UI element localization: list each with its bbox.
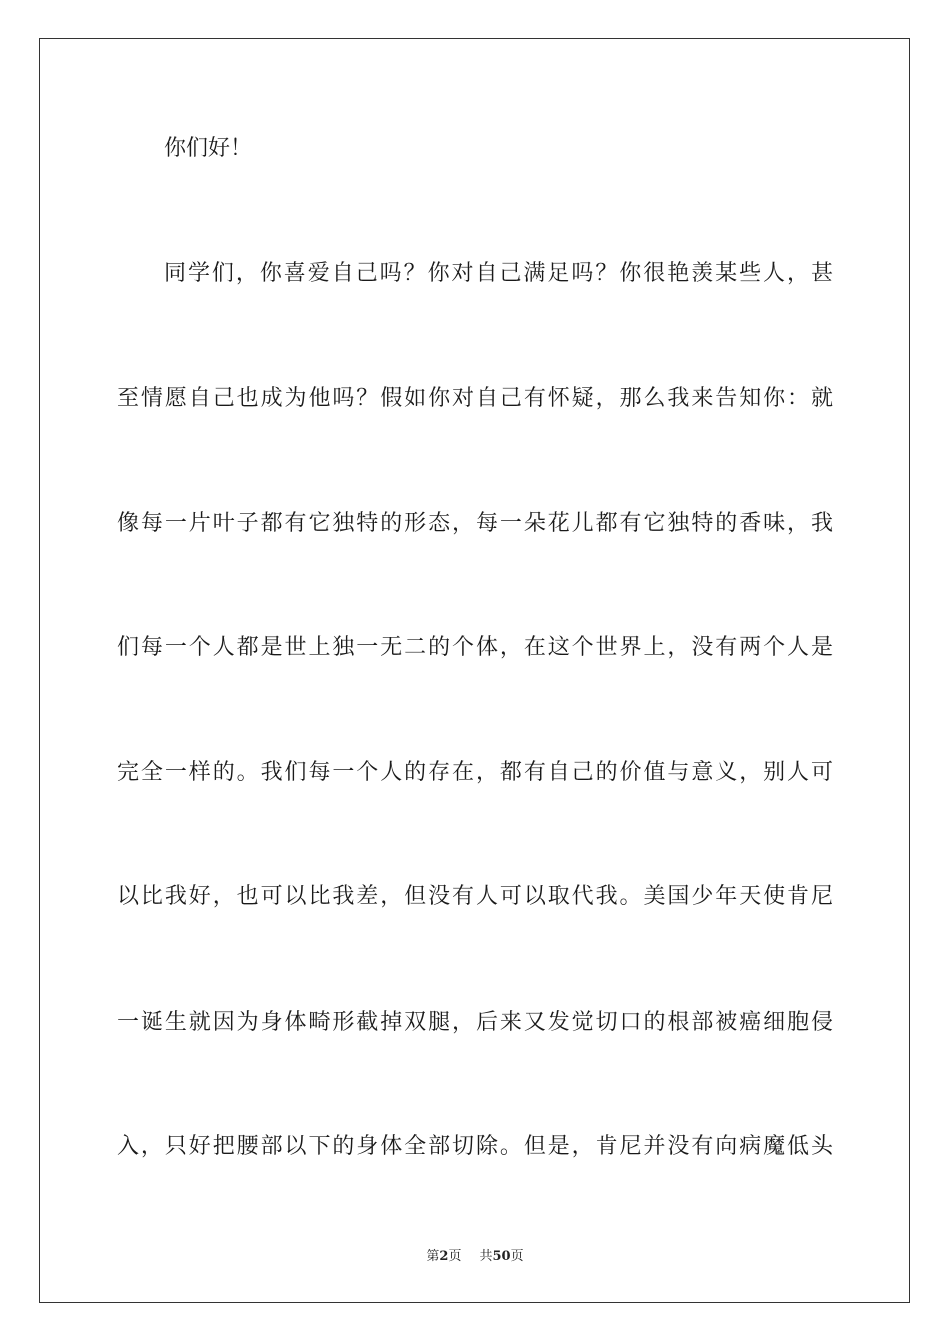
paragraph-line-2: 至情愿自己也成为他吗？假如你对自己有怀疑，那么我来告知你：就 xyxy=(117,386,833,411)
paragraph-line-4: 们每一个人都是世上独一无二的个体，在这个世界上，没有两个人是 xyxy=(117,635,833,660)
footer-page-number: 2 xyxy=(439,1249,449,1264)
paragraph-line-3: 像每一片叶子都有它独特的形态，每一朵花儿都有它独特的香味，我 xyxy=(117,511,833,536)
paragraph-line-8: 入，只好把腰部以下的身体全部切除。但是，肯尼并没有向病魔低头 xyxy=(117,1134,833,1159)
page-border xyxy=(39,38,910,1303)
page-footer xyxy=(0,1249,950,1265)
greeting-line: 你们好！ xyxy=(164,136,253,161)
footer-total-pages: 50 xyxy=(492,1249,511,1264)
footer-total-suffix: 页 xyxy=(510,1249,524,1264)
paragraph-line-7: 一诞生就因为身体畸形截掉双腿，后来又发觉切口的根部被癌细胞侵 xyxy=(117,1010,833,1035)
paragraph-line-5: 完全一样的。我们每一个人的存在，都有自己的价值与意义，别人可 xyxy=(117,760,833,785)
paragraph-line-1: 同学们，你喜爱自己吗？你对自己满足吗？你很艳羡某些人，甚 xyxy=(164,261,833,286)
footer-page-suffix: 页 xyxy=(448,1249,462,1264)
footer-page-prefix: 第 xyxy=(426,1249,440,1264)
paragraph-line-6: 以比我好，也可以比我差，但没有人可以取代我。美国少年天使肯尼 xyxy=(117,884,833,909)
footer-total-prefix: 共 xyxy=(479,1249,493,1264)
